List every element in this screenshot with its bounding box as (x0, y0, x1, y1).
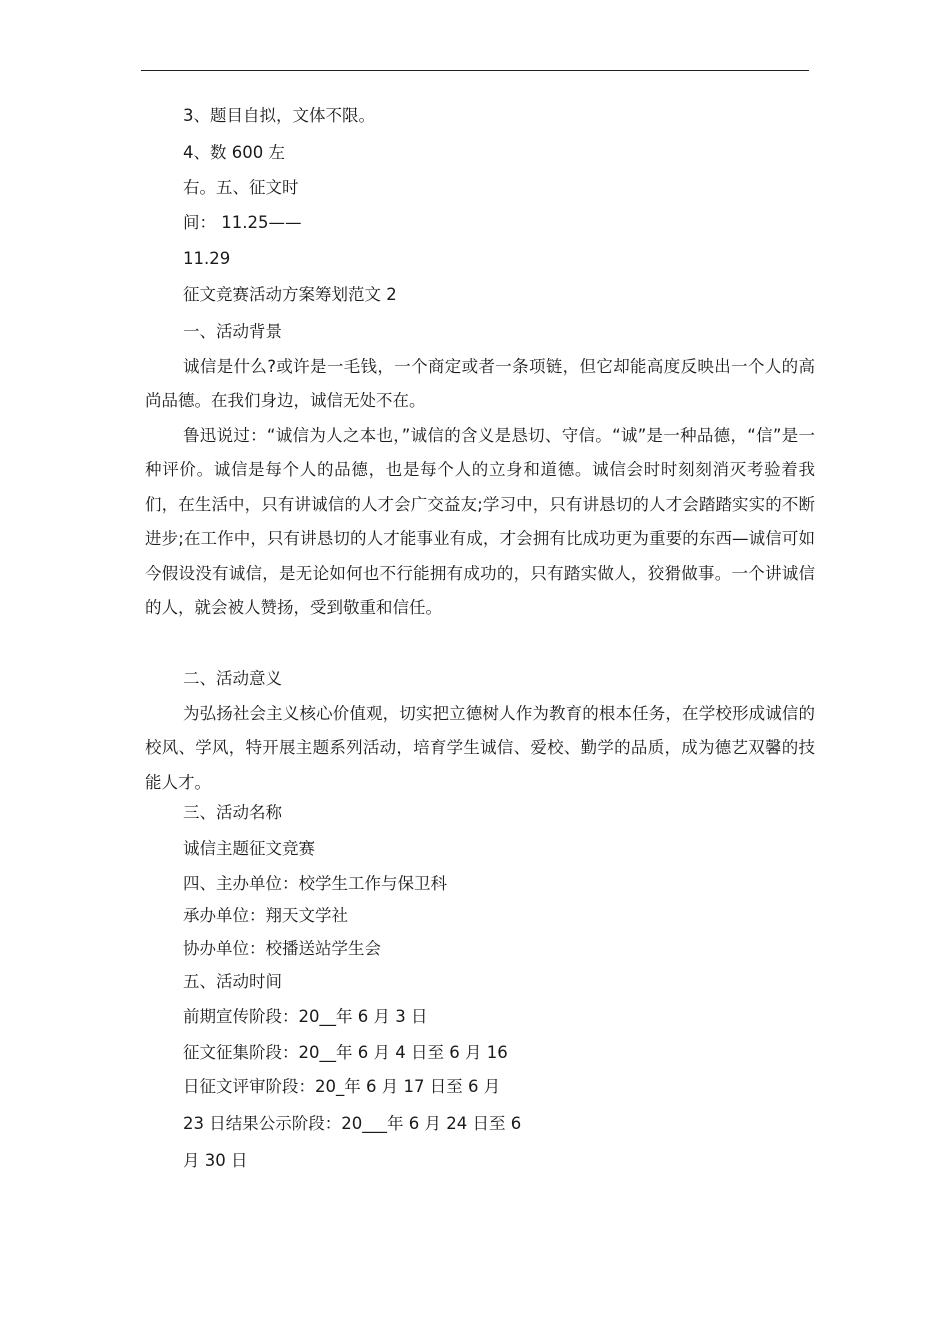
text-line: 右。五、征文时 (183, 178, 299, 197)
paragraph: 鲁迅说过：“诚信为人之本也，”诚信的含义是恳切、守信。“诚”是一种品德，“信”是一种评价。诚信是每个人的品德，也是每个人的立身和道德。诚信会时时刻刻消灭考验着我们，在生活中，只有讲诚信的人才会广交益友;学习中，只有讲恳切的人才会踏踏实实的不断进步;在工作中，只有讲恳切的人才能事业有成，才会拥有比成功更为重要的东西—诚信可如今假设没有诚信，是无论如何也不行能拥有成功的，只有踏实做人，狡猾做事。一个讲诚信的人，就会被人赞扬，受到敬重和信任。 (145, 426, 815, 618)
text-line: 月 30 日 (183, 1151, 248, 1170)
paragraph: 为弘扬社会主义核心价值观，切实把立德树人作为教育的根本任务，在学校形成诚信的校风、学风，特开展主题系列活动，培育学生诚信、爱校、勤学的品质，成为德艺双馨的技能人才。 (145, 704, 815, 792)
text-line: 23 日结果公示阶段：20___年 6 月 24 日至 6 (183, 1114, 522, 1133)
text-line: 征文征集阶段：20__年 6 月 4 日至 6 月 16 (183, 1043, 508, 1062)
text-line: 协办单位：校播送站学生会 (183, 939, 381, 958)
text-line: 3、题目自拟，文体不限。 (183, 106, 375, 125)
heading: 五、活动时间 (183, 972, 282, 991)
paragraph: 诚信是什么?或许是一毛钱，一个商定或者一条项链，但它却能高度反映出一个人的高尚品德。在我们身边，诚信无处不在。 (145, 357, 815, 411)
text-line: 日征文评审阶段：20_年 6 月 17 日至 6 月 (183, 1077, 501, 1096)
header-rule (141, 70, 809, 71)
heading: 二、活动意义 (183, 669, 282, 688)
text-line: 4、数 600 左 (183, 143, 285, 162)
text-line: 承办单位：翔天文学社 (183, 906, 348, 925)
heading: 三、活动名称 (183, 803, 282, 822)
heading: 一、活动背景 (183, 322, 282, 341)
text-line: 11.29 (183, 249, 231, 268)
text-line: 前期宣传阶段：20__年 6 月 3 日 (183, 1007, 428, 1026)
section-title: 征文竞赛活动方案筹划范文 2 (183, 285, 397, 304)
text-line: 四、主办单位：校学生工作与保卫科 (183, 874, 447, 893)
text-line: 间： 11.25—— (183, 213, 302, 232)
text-line: 诚信主题征文竞赛 (183, 839, 315, 858)
